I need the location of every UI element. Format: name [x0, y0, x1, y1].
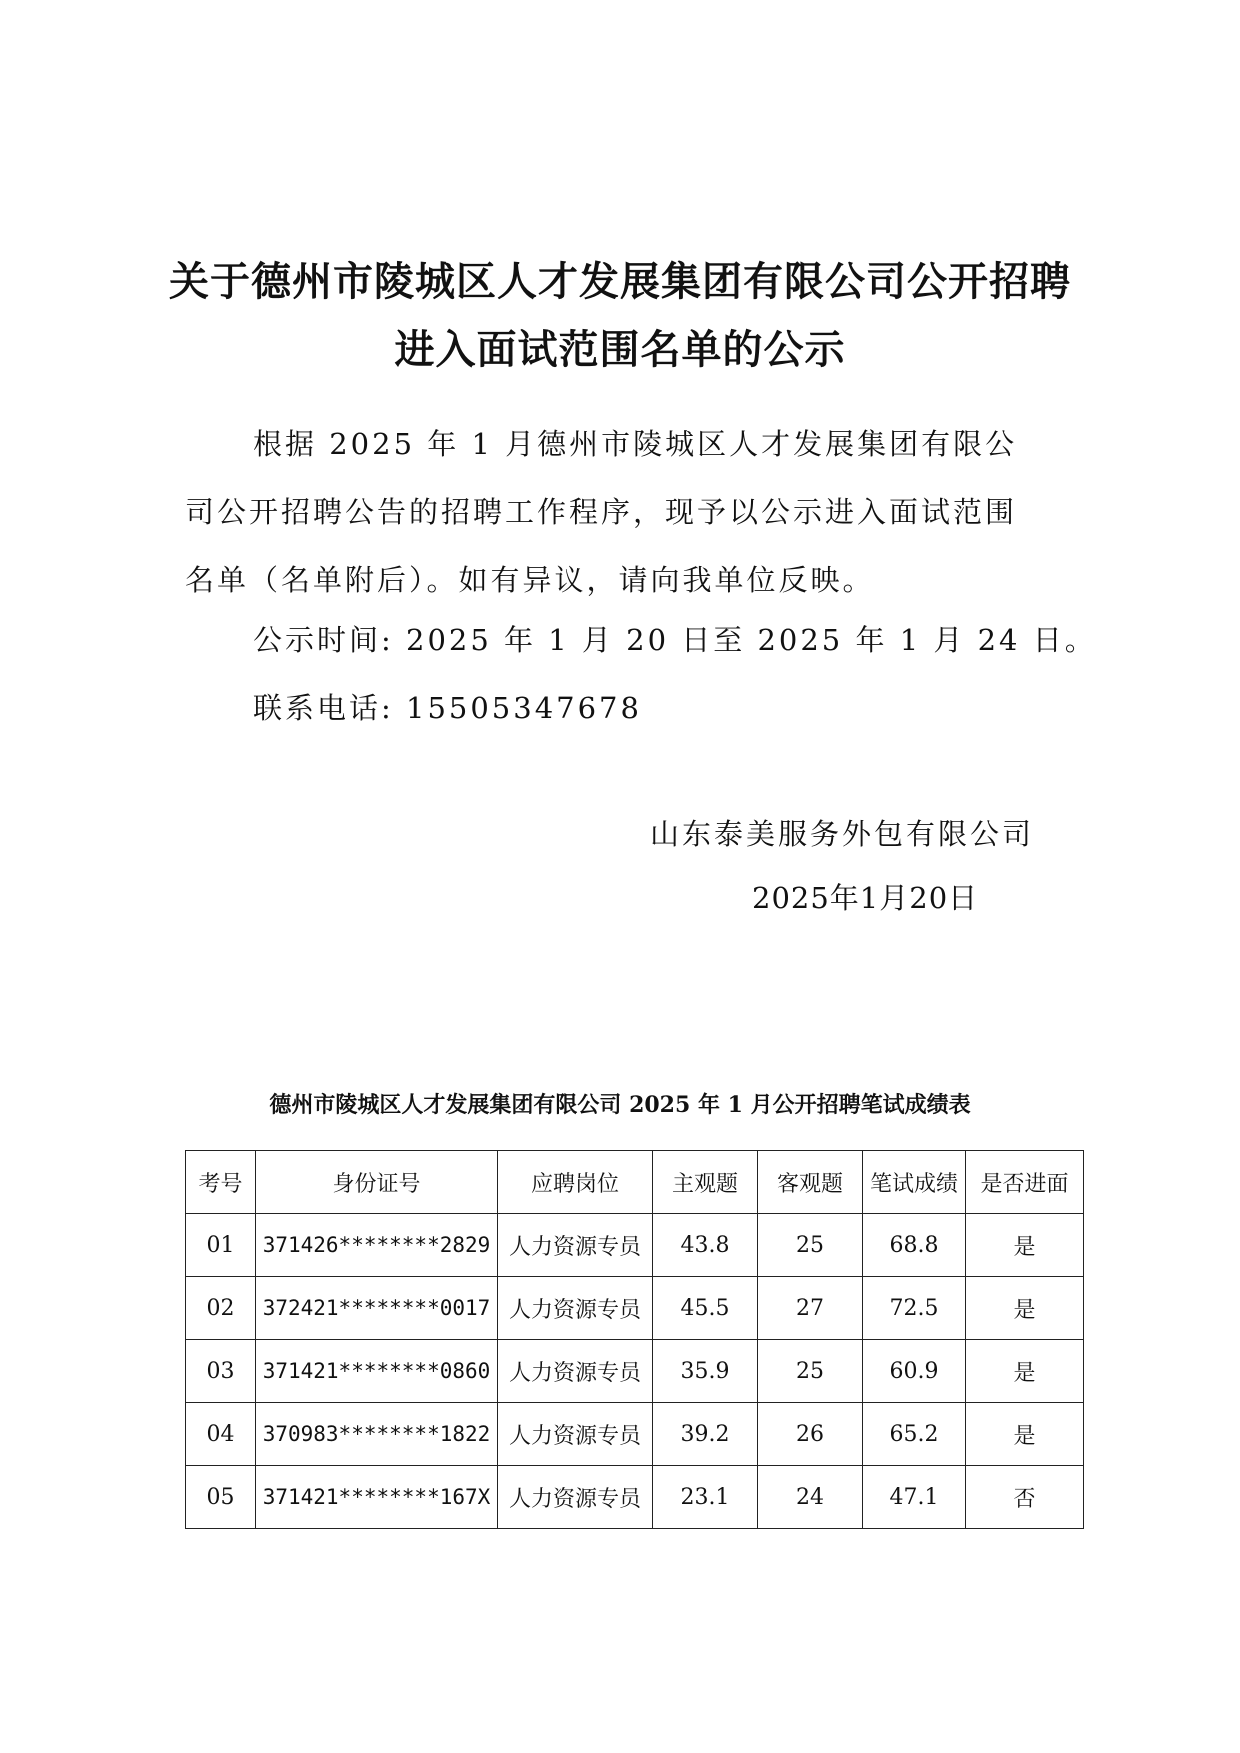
- cell-interview: 是: [966, 1403, 1084, 1466]
- cell-objective: 25: [758, 1340, 863, 1403]
- cell-written-score: 65.2: [863, 1403, 966, 1466]
- cell-subjective: 35.9: [653, 1340, 758, 1403]
- cell-position: 人力资源专员: [498, 1466, 653, 1529]
- cell-interview: 是: [966, 1214, 1084, 1277]
- table-row: [186, 1466, 1084, 1529]
- header-position: 应聘岗位: [498, 1151, 653, 1214]
- cell-subjective: 39.2: [653, 1403, 758, 1466]
- cell-position: 人力资源专员: [498, 1277, 653, 1340]
- cell-subjective: 45.5: [653, 1277, 758, 1340]
- table-caption: 德州市陵城区人才发展集团有限公司 2025 年 1 月公开招聘笔试成绩表: [269, 1092, 971, 1118]
- header-written-score: 笔试成绩: [863, 1151, 966, 1214]
- cell-written-score: 72.5: [863, 1277, 966, 1340]
- cell-interview: 否: [966, 1466, 1084, 1529]
- cell-id-number: 371421********167X: [256, 1466, 498, 1529]
- cell-position: 人力资源专员: [498, 1340, 653, 1403]
- table-row: [186, 1403, 1084, 1466]
- cell-exam-number: 01: [186, 1214, 256, 1277]
- cell-exam-number: 05: [186, 1466, 256, 1529]
- cell-subjective: 43.8: [653, 1214, 758, 1277]
- body-paragraph: 根据 2025 年 1 月德州市陵城区人才发展集团有限公司公开招聘公告的招聘工作程序，现予以公示进入面试范围名单（名单附后）。如有异议，请向我单位反映。: [185, 427, 1018, 597]
- header-interview: 是否进面: [966, 1151, 1084, 1214]
- signature-company: 山东泰美服务外包有限公司: [650, 817, 1035, 851]
- cell-exam-number: 03: [186, 1340, 256, 1403]
- cell-objective: 27: [758, 1277, 863, 1340]
- cell-subjective: 23.1: [653, 1466, 758, 1529]
- score-table: [185, 1150, 1084, 1529]
- cell-interview: 是: [966, 1277, 1084, 1340]
- table-row: [186, 1214, 1084, 1277]
- cell-written-score: 68.8: [863, 1214, 966, 1277]
- cell-objective: 26: [758, 1403, 863, 1466]
- document-title-line-1: 关于德州市陵城区人才发展集团有限公司公开招聘: [169, 258, 1071, 305]
- cell-position: 人力资源专员: [498, 1214, 653, 1277]
- cell-position: 人力资源专员: [498, 1403, 653, 1466]
- cell-interview: 是: [966, 1340, 1084, 1403]
- cell-exam-number: 04: [186, 1403, 256, 1466]
- contact-phone: 联系电话: 15505347678: [253, 691, 642, 725]
- publicity-time: 公示时间: 2025 年 1 月 20 日至 2025 年 1 月 24 日。: [253, 623, 1097, 657]
- cell-id-number: 371421********0860: [256, 1340, 498, 1403]
- cell-objective: 25: [758, 1214, 863, 1277]
- cell-id-number: 370983********1822: [256, 1403, 498, 1466]
- table-row: [186, 1340, 1084, 1403]
- cell-exam-number: 02: [186, 1277, 256, 1340]
- signature-date: 2025年1月20日: [752, 881, 979, 915]
- header-id-number: 身份证号: [256, 1151, 498, 1214]
- table-header-row: [186, 1151, 1084, 1214]
- cell-id-number: 371426********2829: [256, 1214, 498, 1277]
- table-row: [186, 1277, 1084, 1340]
- header-subjective: 主观题: [653, 1151, 758, 1214]
- document-title-line-2: 进入面试范围名单的公示: [394, 326, 846, 373]
- header-objective: 客观题: [758, 1151, 863, 1214]
- cell-objective: 24: [758, 1466, 863, 1529]
- cell-written-score: 47.1: [863, 1466, 966, 1529]
- cell-written-score: 60.9: [863, 1340, 966, 1403]
- header-exam-number: 考号: [186, 1151, 256, 1214]
- cell-id-number: 372421********0017: [256, 1277, 498, 1340]
